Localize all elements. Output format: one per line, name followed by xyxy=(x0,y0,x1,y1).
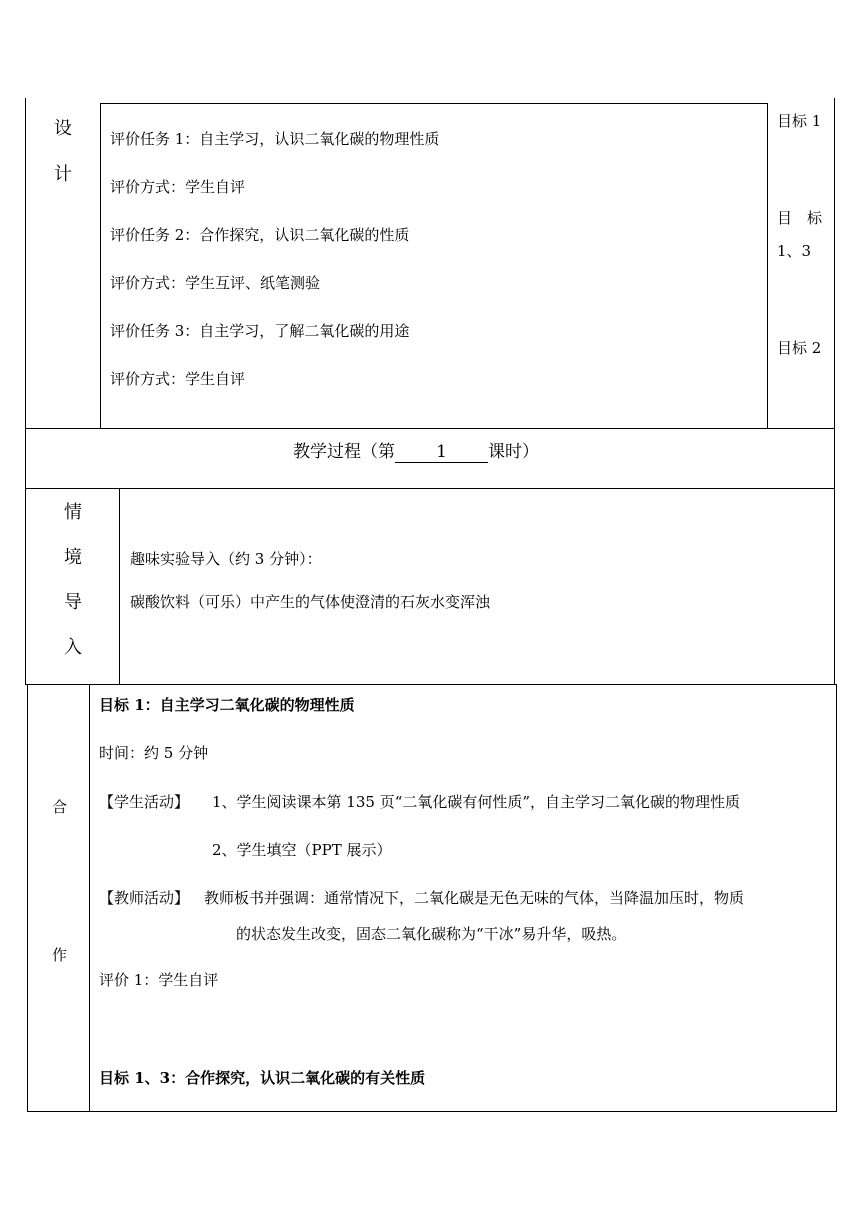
teacher-activity-tag: 【教师活动】 xyxy=(99,889,190,907)
process-title xyxy=(293,441,539,463)
coop-label-1: 合 xyxy=(52,798,68,816)
intro-label-2: 境 xyxy=(64,547,82,568)
design-inner-top-line xyxy=(100,103,767,104)
target-1: 目标 1 xyxy=(777,112,822,130)
target-1-3-a: 目 标 xyxy=(777,209,823,227)
intro-label-4: 入 xyxy=(64,637,82,658)
student-activity-line-1: 1、学生阅读课本第 135 页“二氧化碳有何性质”，自主学习二氧化碳的物理性质 xyxy=(212,793,741,811)
target-1-3-b: 1、3 xyxy=(777,242,812,260)
eval-task-1: 评价任务 1：自主学习，认识二氧化碳的物理性质 xyxy=(110,130,440,148)
goal-1-title: 目标 1：自主学习二氧化碳的物理性质 xyxy=(99,696,355,714)
intro-label-1: 情 xyxy=(64,502,82,523)
process-suffix: 课时） xyxy=(488,442,539,462)
evaluation-1: 评价 1：学生自评 xyxy=(99,971,219,989)
time-note: 时间：约 5 分钟 xyxy=(99,744,209,762)
coop-label-2: 作 xyxy=(52,946,68,964)
lesson-number: 1 xyxy=(395,442,488,463)
eval-method-2: 评价方式：学生互评、纸笔测验 xyxy=(110,274,321,292)
goal-1-3-title: 目标 1、3：合作探究，认识二氧化碳的有关性质 xyxy=(99,1069,426,1087)
eval-task-2: 评价任务 2：合作探究，认识二氧化碳的性质 xyxy=(110,226,410,244)
intro-divider xyxy=(119,488,120,685)
eval-method-3: 评价方式：学生自评 xyxy=(110,370,246,388)
intro-section xyxy=(25,488,835,685)
intro-line-1: 趣味实验导入（约 3 分钟）： xyxy=(130,550,322,568)
design-label-2: 计 xyxy=(54,164,72,185)
teacher-activity-line-1: 教师板书并强调：通常情况下，二氧化碳是无色无味的气体，当降温加压时，物质 xyxy=(204,889,745,907)
cooperation-divider xyxy=(89,684,90,1112)
eval-method-1: 评价方式：学生自评 xyxy=(110,178,246,196)
design-divider-left xyxy=(100,103,101,429)
process-prefix: 教学过程（第 xyxy=(293,442,395,462)
design-label-1: 设 xyxy=(54,118,72,139)
student-activity-tag: 【学生活动】 xyxy=(99,793,190,811)
eval-task-3: 评价任务 3：自主学习，了解二氧化碳的用途 xyxy=(110,322,410,340)
intro-label-3: 导 xyxy=(64,592,82,613)
target-2: 目标 2 xyxy=(777,339,822,357)
design-divider-right xyxy=(767,103,768,429)
intro-line-2: 碳酸饮料（可乐）中产生的气体使澄清的石灰水变浑浊 xyxy=(130,593,491,611)
teacher-activity-line-2: 的状态发生改变，固态二氧化碳称为“干冰”易升华，吸热。 xyxy=(236,925,627,943)
student-activity-line-2: 2、学生填空（PPT 展示） xyxy=(212,841,392,859)
